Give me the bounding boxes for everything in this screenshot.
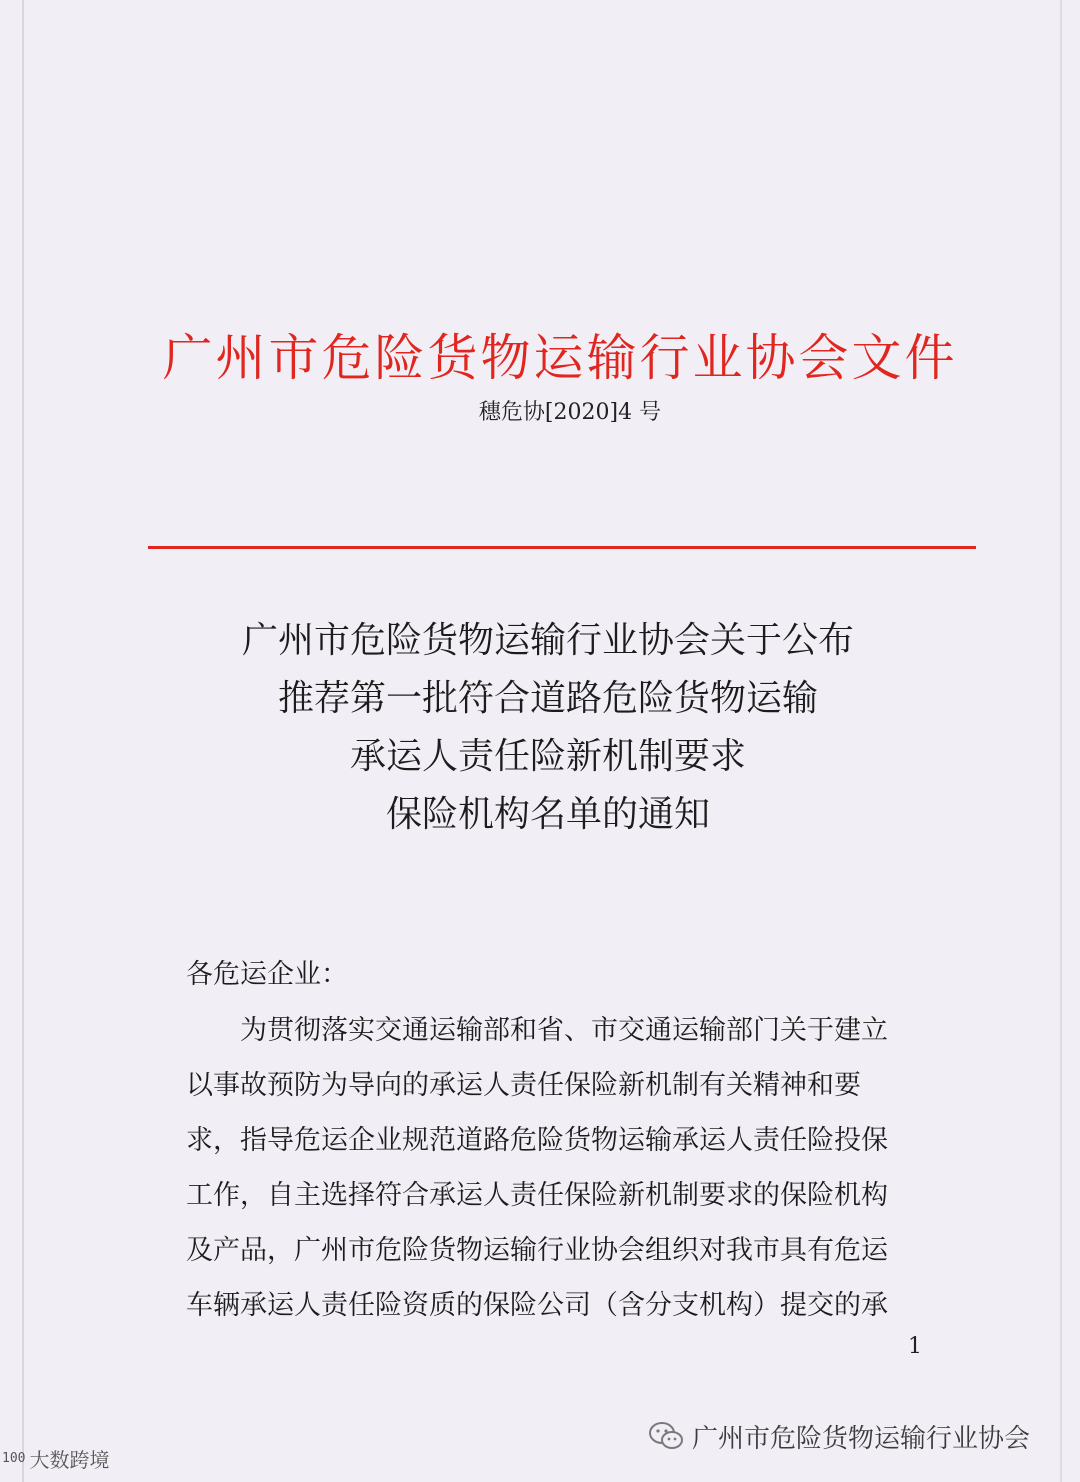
notice-title-line: 保险机构名单的通知 [385, 794, 710, 835]
source-watermark [2, 1444, 109, 1473]
page-number: 1 [908, 1334, 922, 1359]
notice-title-line: 广州市危险货物运输行业协会关于公布 [241, 620, 854, 661]
body-line: 为贯彻落实交通运输部和省、市交通运输部门关于建立 [186, 1015, 888, 1046]
red-divider-line [148, 546, 976, 549]
wechat-icon [648, 1421, 684, 1451]
source-name: 大数跨境 [29, 1448, 110, 1472]
notice-title-line: 承运人责任险新机制要求 [349, 736, 746, 777]
source-logo-icon: 100 [2, 1451, 26, 1466]
wechat-watermark [648, 1420, 1030, 1452]
body-line: 车辆承运人责任险资质的保险公司（含分支机构）提交的承 [186, 1290, 888, 1321]
body-line: 及产品，广州市危险货物运输行业协会组织对我市具有危运 [186, 1235, 888, 1266]
notice-title [0, 612, 1080, 844]
document-header-title: 广州市危险货物运输行业协会文件 [162, 329, 958, 387]
notice-title-line: 推荐第一批符合道路危险货物运输 [277, 678, 818, 719]
wechat-account-name: 广州市危险货物运输行业协会 [692, 1423, 1031, 1454]
body-line: 工作，自主选择符合承运人责任保险新机制要求的保险机构 [186, 1180, 888, 1211]
body-paragraph [186, 1003, 926, 1333]
body-line: 求，指导危运企业规范道路危险货物运输承运人责任险投保 [186, 1125, 888, 1156]
body-line: 以事故预防为导向的承运人责任保险新机制有关精神和要 [186, 1070, 861, 1101]
document-number: 穗危协[2020]4 号 [478, 400, 662, 425]
salutation: 各危运企业： [186, 959, 348, 990]
